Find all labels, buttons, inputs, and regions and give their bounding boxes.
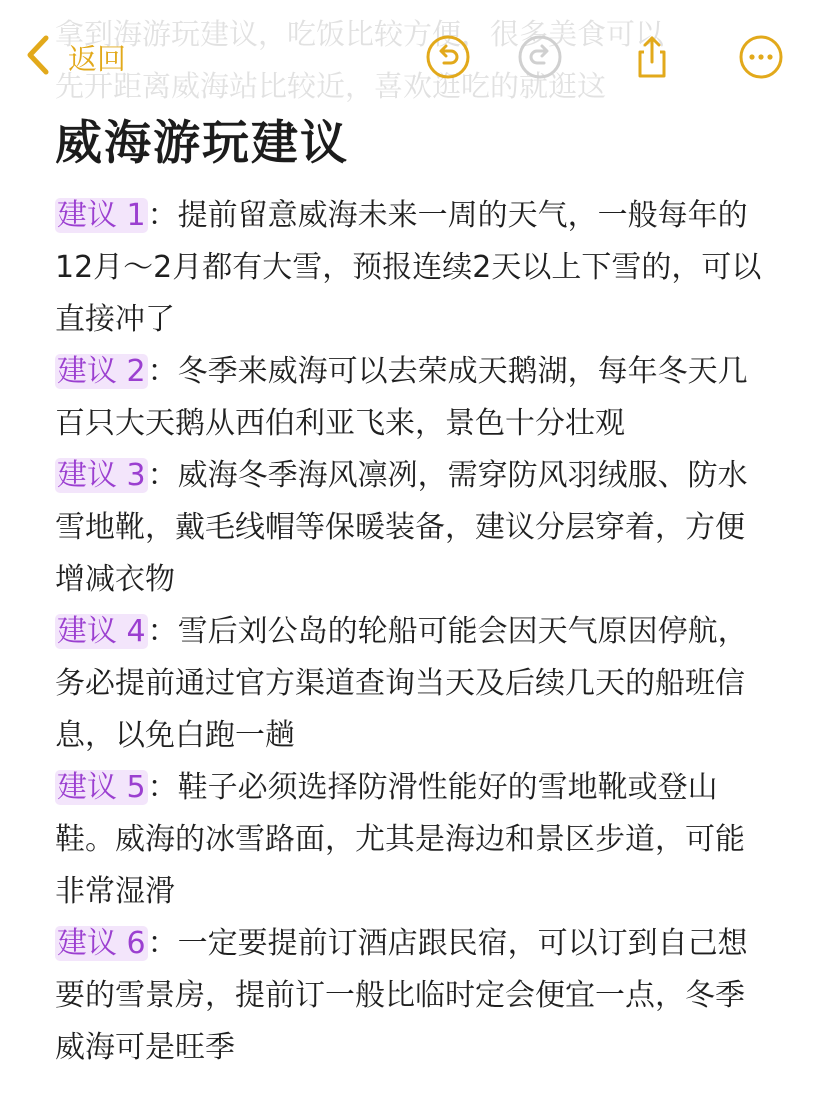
- chevron-left-icon: [22, 34, 54, 80]
- ghost-line: 先开距离威海站比较近，喜欢逛吃的就逛这: [55, 69, 607, 103]
- tip-paragraph: [55, 606, 770, 762]
- share-icon: [629, 34, 675, 80]
- tip-paragraph: [55, 918, 770, 1074]
- note-body[interactable]: [55, 190, 770, 1074]
- tip-tag: 建议 2: [57, 354, 146, 389]
- back-button[interactable]: [22, 30, 126, 84]
- share-button[interactable]: [629, 34, 675, 80]
- tip-tag: 建议 1: [57, 198, 146, 233]
- redo-button[interactable]: [517, 34, 563, 80]
- tip-tag: 建议 5: [57, 770, 146, 805]
- ghost-line: 拿到海游玩建议，吃饭比较方便，很多美食可以: [55, 17, 665, 51]
- more-button[interactable]: [738, 34, 784, 80]
- tip-text: ：雪后刘公岛的轮船可能会因天气原因停航，务必提前通过官方渠道查询当天及后续几天的船班信息，以免白跑一趟: [55, 614, 748, 753]
- tip-text: ：威海冬季海风凛冽，需穿防风羽绒服、防水雪地靴，戴毛线帽等保暖装备，建议分层穿着，方便增减衣物: [55, 458, 748, 597]
- tip-text: ：提前留意威海未来一周的天气，一般每年的12月～2月都有大雪，预报连续2天以上下雪的，可以直接冲了: [55, 198, 762, 337]
- back-label: 返回: [68, 41, 127, 76]
- tip-text: ：鞋子必须选择防滑性能好的雪地靴或登山鞋。威海的冰雪路面，尤其是海边和景区步道，可能非常湿滑: [55, 770, 745, 909]
- tip-text: ：一定要提前订酒店跟民宿，可以订到自己想要的雪景房，提前订一般比临时定会便宜一点，冬季威海可是旺季: [55, 926, 748, 1065]
- tip-text: ：冬季来威海可以去荣成天鹅湖，每年冬天几百只大天鹅从西伯利亚飞来，景色十分壮观: [55, 354, 748, 441]
- tip-paragraph: [55, 762, 770, 918]
- tip-paragraph: [55, 346, 770, 450]
- undo-icon: [425, 34, 471, 80]
- redo-icon: [517, 34, 563, 80]
- tip-paragraph: [55, 450, 770, 606]
- more-icon: [738, 34, 784, 80]
- tip-tag: 建议 3: [57, 458, 146, 493]
- note-title: 威海游玩建议: [55, 116, 349, 171]
- tip-tag: 建议 6: [57, 926, 146, 961]
- tip-paragraph: [55, 190, 770, 346]
- undo-button[interactable]: [425, 34, 471, 80]
- tip-tag: 建议 4: [57, 614, 146, 649]
- navigation-bar: [0, 22, 828, 92]
